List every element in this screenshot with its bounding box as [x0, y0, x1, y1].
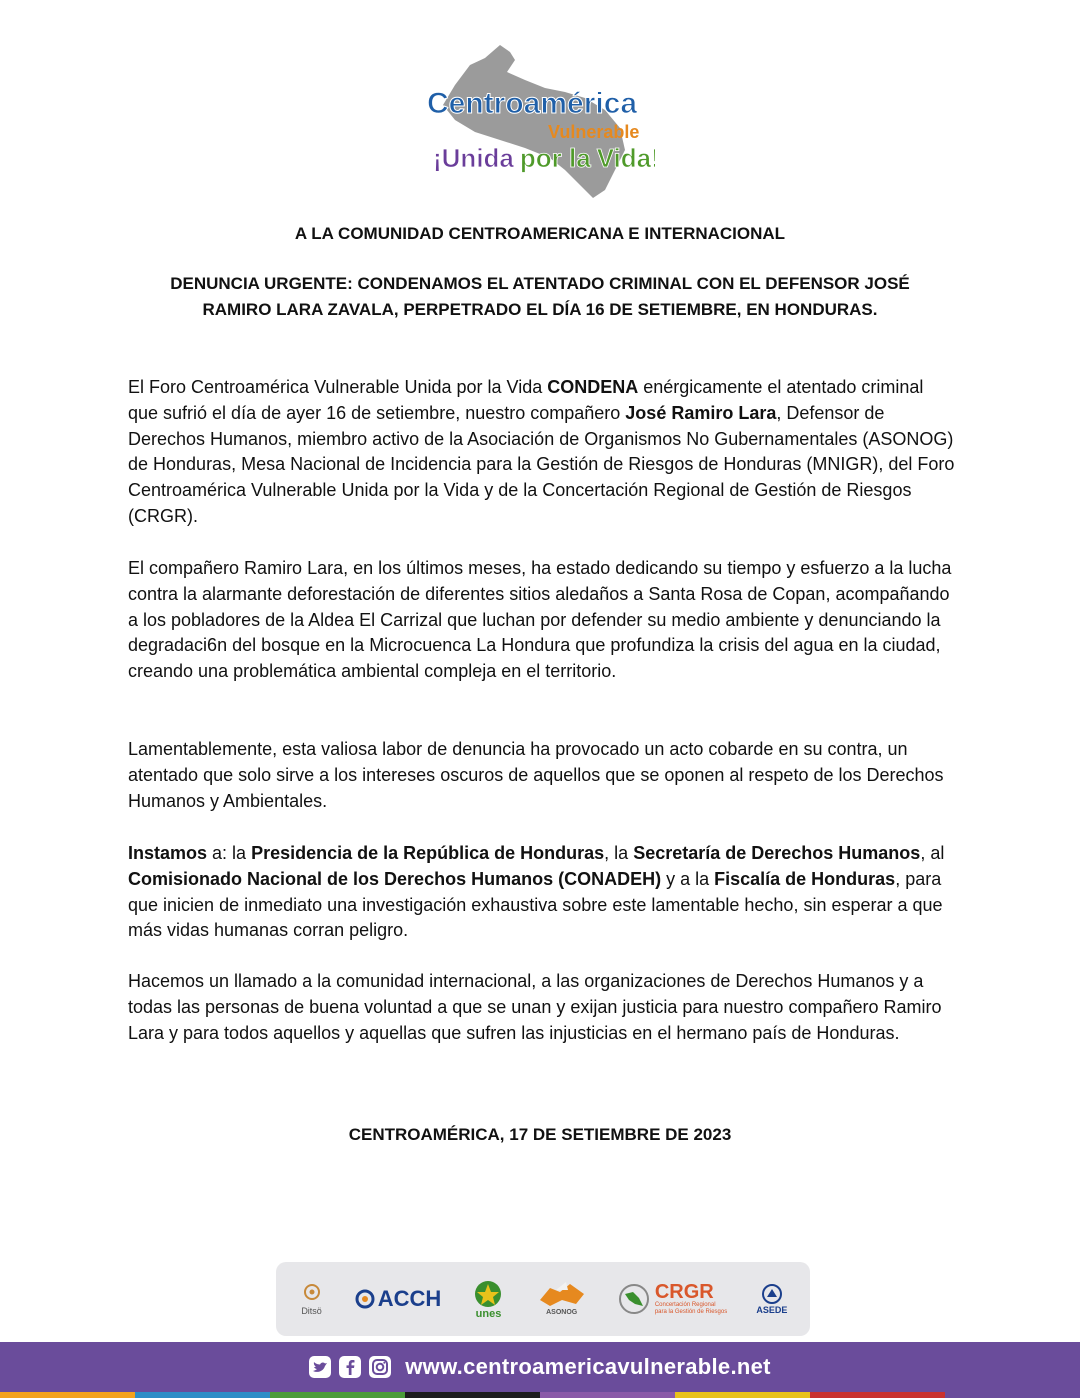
footer-bar: [0, 1342, 1080, 1392]
paragraph-llamado: Hacemos un llamado a la comunidad internacional, a las organizaciones de Derechos Humanos y a todas las personas de buena voluntad a que se unan y exijan justicia para nuestro compañero Ramiro Lara y para todos aquellos y aquellas que sufren las injusticias en el hermano país de Honduras.: [128, 971, 942, 1043]
p4-bold-instamos: Instamos: [128, 843, 208, 863]
denuncia-heading: [128, 271, 952, 323]
acch-label: ACCH: [377, 1286, 442, 1311]
unes-mark-icon: [470, 1279, 506, 1309]
ditso-logo: [299, 1282, 325, 1316]
stripe: [0, 1392, 135, 1398]
ditso-mark-icon: [299, 1282, 325, 1306]
denuncia-heading-line1: DENUNCIA URGENTE: CONDENAMOS EL ATENTADO CRIMINAL CON EL DEFENSOR JOSÉ: [170, 274, 910, 293]
unes-logo: [470, 1279, 506, 1319]
logo-line3-part2: por la: [519, 143, 591, 173]
asede-logo: [756, 1283, 787, 1315]
p1-text2: enérgicamente el atentado criminal que sufrió el día de ayer 16 de setiembre, nuestro compañero: [128, 377, 924, 423]
p4-bold-secretaria: Secretaría de Derechos Humanos: [633, 843, 921, 863]
stripe: [270, 1392, 405, 1398]
logo-line3: [433, 143, 655, 173]
stripe: [540, 1392, 675, 1398]
asonog-mark-icon: [536, 1280, 588, 1308]
twitter-icon[interactable]: [309, 1356, 331, 1378]
paragraph-lamentablemente: Lamentablemente, esta valiosa labor de denuncia ha provocado un acto cobarde en su contra, un atentado que solo sirve a los intereses oscuros de aquellos que se oponen al respeto de los Derechos Humanos y Ambientales.: [128, 739, 944, 811]
crgr-globe-icon: [617, 1282, 651, 1316]
stripe: [405, 1392, 540, 1398]
p1-text1: El Foro Centroamérica Vulnerable Unida por la Vida: [128, 377, 548, 397]
crgr-label: CRGR: [654, 1281, 714, 1303]
instagram-icon[interactable]: [369, 1356, 391, 1378]
p1-bold-condena: CONDENA: [547, 377, 639, 397]
dateline: CENTROAMÉRICA, 17 DE SETIEMBRE DE 2023: [348, 1125, 732, 1144]
facebook-icon[interactable]: [339, 1356, 361, 1378]
logo-line2: Vulnerable: [548, 122, 640, 142]
p4-text5: , para que inicien de inmediato una investigación exhaustiva sobre este lamentable hecho, sin esperar a que más vidas humanas corran peligro.: [128, 868, 943, 941]
asonog-label: ASONOG: [546, 1309, 578, 1316]
crgr-logo: [617, 1282, 727, 1316]
central-america-map-logo-graphic: [415, 40, 655, 200]
p4-text2: , la: [604, 843, 634, 863]
crgr-sub2: para la Gestión de Riesgos: [654, 1309, 728, 1315]
stripe: [135, 1392, 270, 1398]
denuncia-heading-line2: RAMIRO LARA ZAVALA, PERPETRADO EL DÍA 16 DE SETIEMBRE, EN HONDURAS.: [202, 300, 878, 319]
acch-mark-icon: [354, 1288, 376, 1310]
paragraph-condena: [128, 375, 958, 530]
website-link[interactable]: www.centroamericavulnerable.net: [405, 1354, 771, 1379]
acch-logo: [354, 1286, 442, 1312]
footer-color-stripes: [0, 1392, 1080, 1398]
logo-line3-part3: Vida!: [596, 143, 655, 173]
p4-bold-conadeh: Comisionado Nacional de los Derechos Humanos (CONADEH): [128, 868, 662, 889]
centroamerica-vulnerable-logo: [415, 40, 655, 200]
p4-text4: y a la: [661, 868, 715, 889]
asonog-logo: [536, 1280, 588, 1318]
p1-text3: , Defensor de Derechos Humanos, miembro activo de la Asociación de Organismos No Gubernamentales (ASONOG) de Honduras, Mesa Nacional de Incidencia para la Gestión de Riesgos de Honduras (MNIGR), del Foro Centroamérica Vulnerable Unida por la Vida y de la Concertación Regional de Gestión de Riesgos (CRGR).: [128, 402, 955, 526]
p1-bold-name: José Ramiro Lara: [625, 402, 777, 423]
stripe: [810, 1392, 945, 1398]
paragraph-instamos: [128, 841, 958, 944]
ditso-label: Ditsö: [301, 1306, 322, 1316]
logo-line3-part1: ¡Unida: [433, 143, 514, 173]
unes-label: unes: [475, 1308, 502, 1320]
p4-bold-fiscalia: Fiscalía de Honduras: [714, 868, 896, 889]
partner-logos-strip: [276, 1262, 810, 1336]
p4-text1: a: la: [207, 843, 252, 863]
asede-label: ASEDE: [756, 1305, 788, 1315]
p4-bold-presidencia: Presidencia de la República de Honduras: [251, 843, 605, 863]
p4-text3: , al: [920, 843, 945, 863]
logo-line1: Centroamérica: [427, 87, 638, 120]
addressee-heading: A LA COMUNIDAD CENTROAMERICANA E INTERNACIONAL: [294, 224, 786, 243]
crgr-text-block: [655, 1282, 727, 1316]
asede-mark-icon: [759, 1283, 785, 1305]
paragraph-lucha: El compañero Ramiro Lara, en los últimos meses, ha estado dedicando su tiempo y esfuerzo a la lucha contra la alarmante deforestación de diferentes sitios aledaños a Santa Rosa de Copan, acompañando a los pobladores de la Aldea El Carrizal que luchan por defender su medio ambiente y denunciando la degradaci6n del bosque en la Microcuenca La Hondura que profundiza la crisis del agua en la ciudad, creando una problemática ambiental compleja en el territorio.: [128, 558, 952, 682]
stripe: [945, 1392, 1080, 1398]
crgr-sub1: Concertación Regional: [654, 1302, 716, 1308]
stripe: [675, 1392, 810, 1398]
